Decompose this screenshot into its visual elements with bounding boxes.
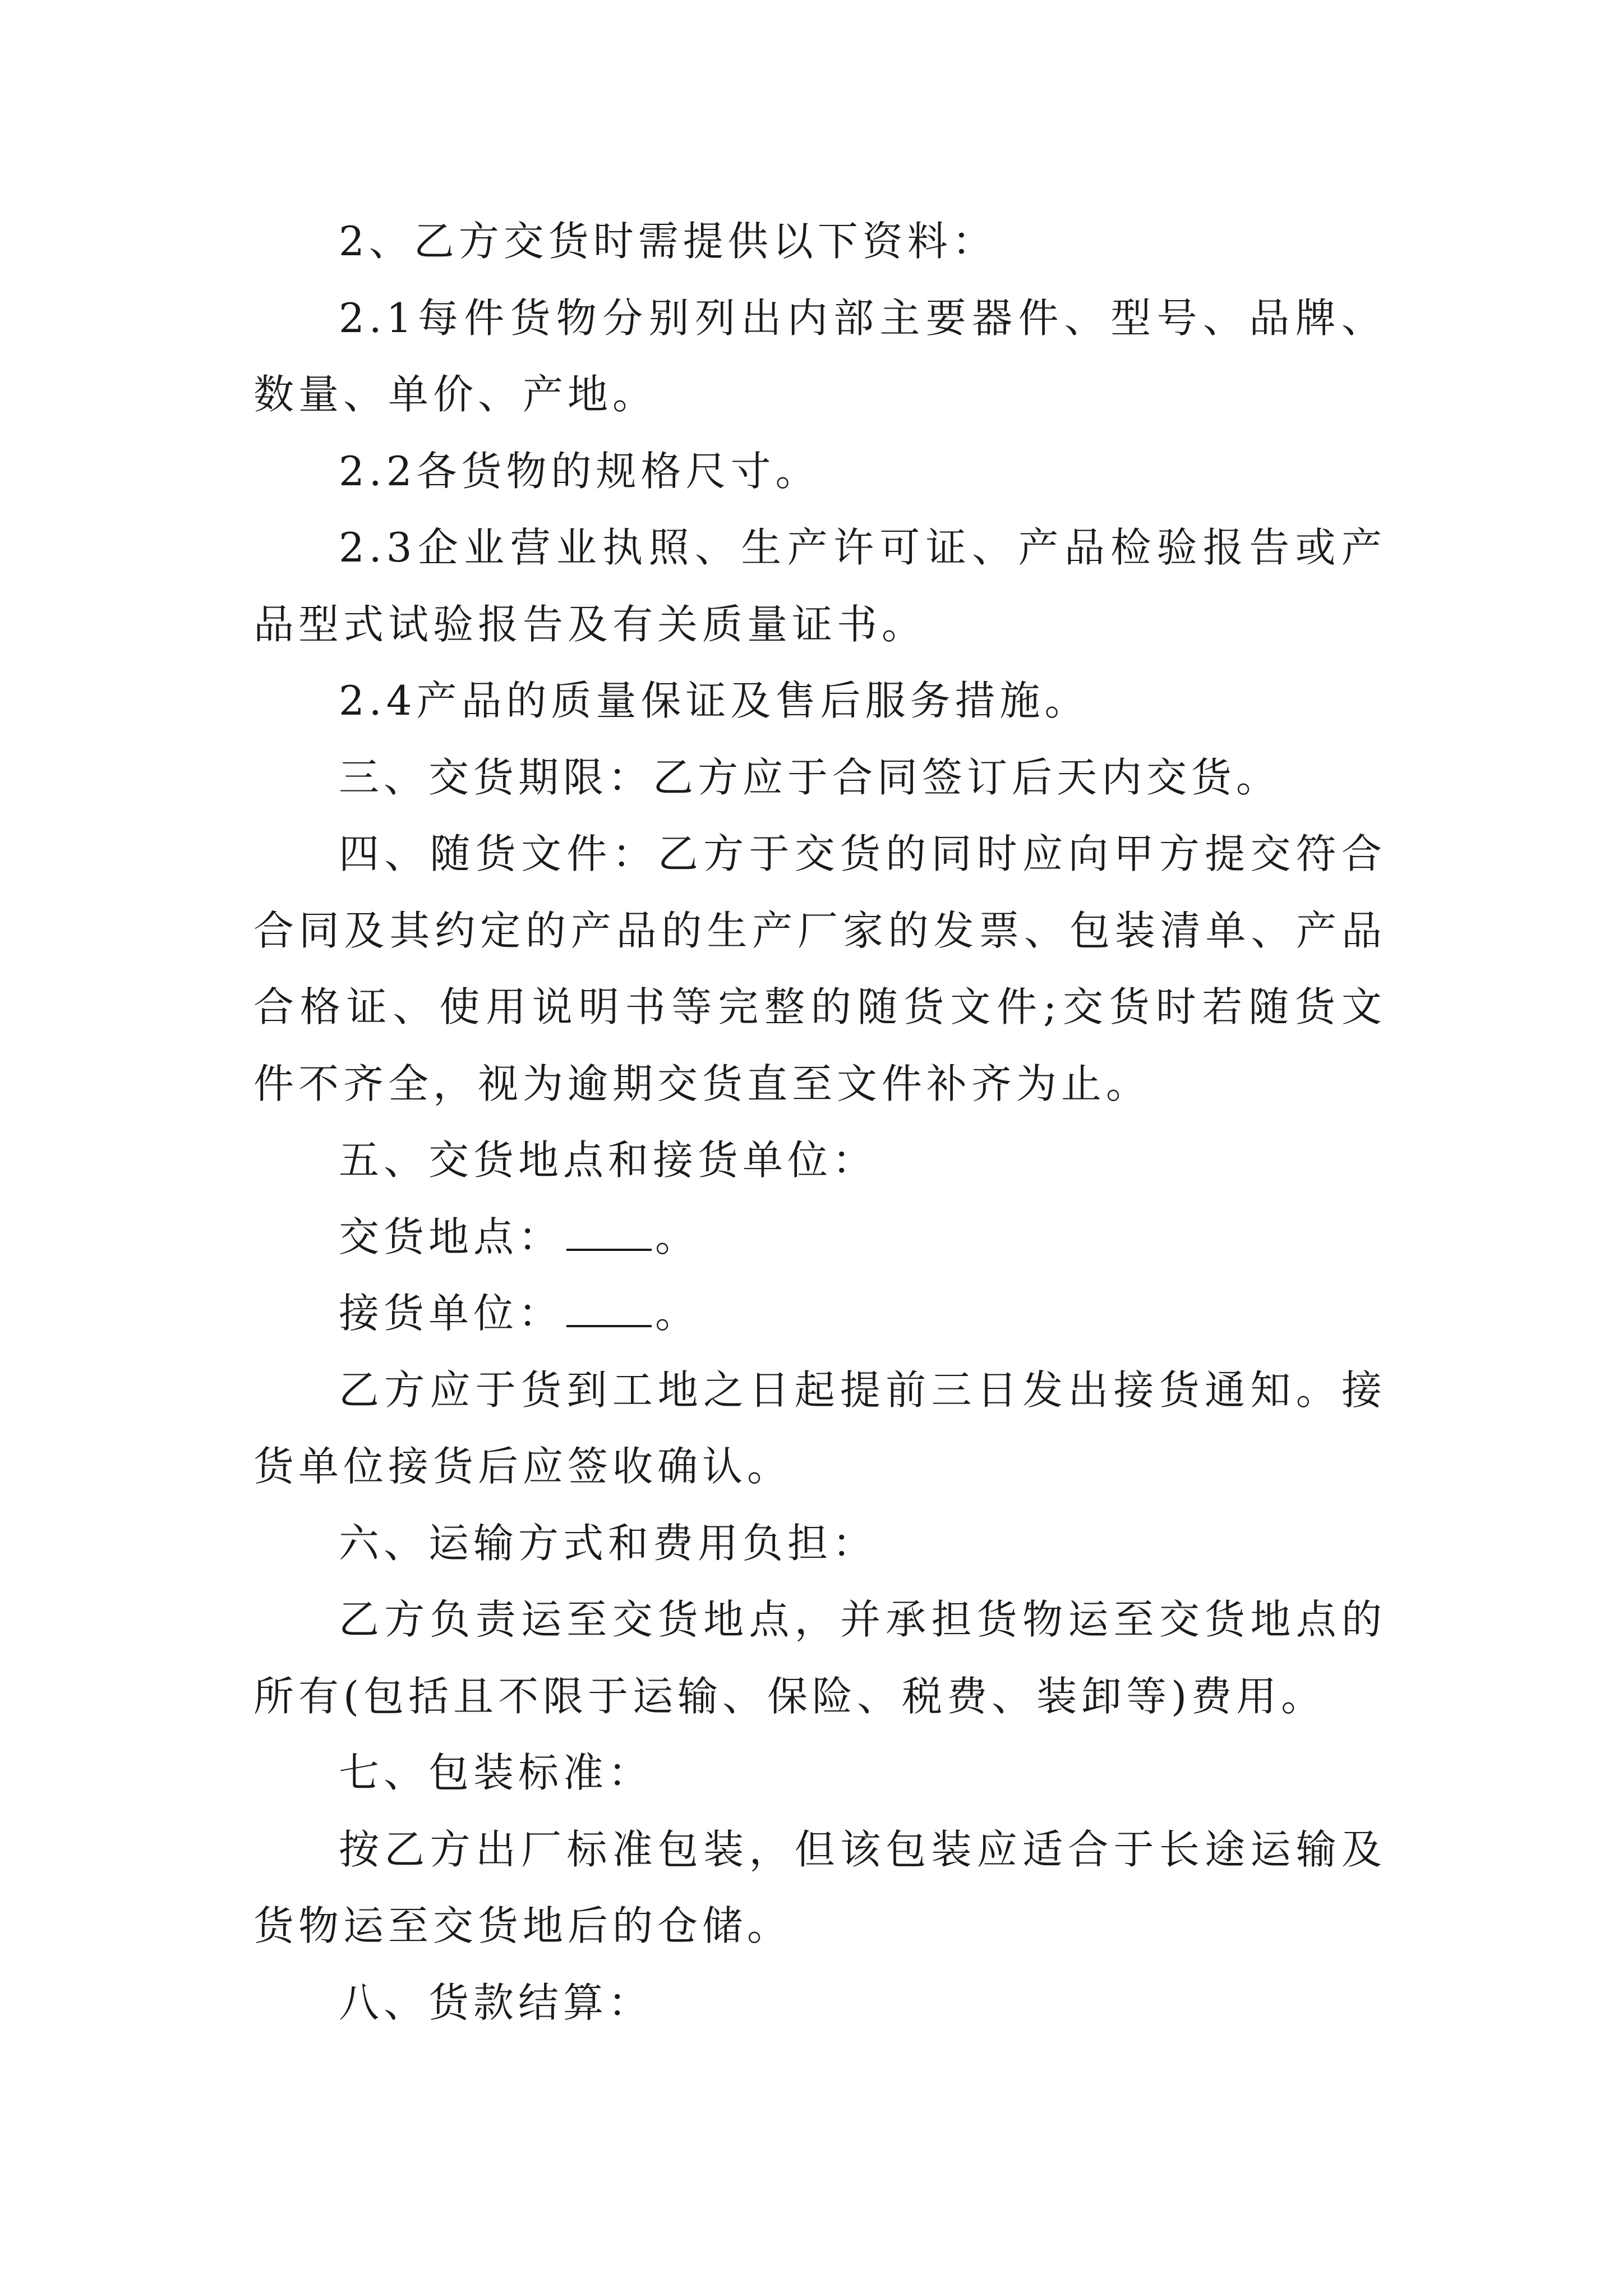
paragraph-receiving-unit <box>253 1275 1386 1352</box>
receiving-unit-blank <box>566 1291 652 1327</box>
paragraph-delivery-period: 三、交货期限：乙方应于合同签订后天内交货。 <box>339 753 1281 801</box>
delivery-location-end: 。 <box>655 1213 700 1260</box>
contract-body <box>253 203 1386 2041</box>
paragraph-delivery-location-heading: 五、交货地点和接货单位： <box>339 1137 878 1184</box>
paragraph-2-4: 2.4产品的质量保证及售后服务措施。 <box>339 677 1090 724</box>
receiving-unit-label: 接货单位： <box>339 1290 564 1337</box>
delivery-location-blank <box>566 1215 652 1251</box>
receiving-unit-end: 。 <box>655 1290 700 1337</box>
paragraph-payment-heading: 八、货款结算： <box>339 1978 653 2026</box>
delivery-location-label: 交货地点： <box>339 1213 564 1260</box>
paragraph-packaging-heading: 七、包装标准： <box>339 1749 653 1796</box>
paragraph-receiving-notice: 乙方应于货到工地之日起提前三日发出接货通知。接货单位接货后应签收确认。 <box>253 1366 1386 1490</box>
paragraph-transport-heading: 六、运输方式和费用负担： <box>339 1519 878 1567</box>
paragraph-2-2: 2.2各货物的规格尺寸。 <box>339 447 820 495</box>
paragraph-2-1: 2.1每件货物分别列出内部主要器件、型号、品牌、数量、单价、产地。 <box>253 294 1386 418</box>
paragraph-delivery-location <box>253 1199 1386 1276</box>
paragraph-delivery-materials: 2、乙方交货时需提供以下资料： <box>339 218 997 265</box>
paragraph-transport-costs: 乙方负责运至交货地点，并承担货物运至交货地点的所有(包括且不限于运输、保险、税费、装卸等)费用。 <box>253 1596 1386 1720</box>
paragraph-2-3: 2.3企业营业执照、生产许可证、产品检验报告或产品型式试验报告及有关质量证书。 <box>253 524 1386 648</box>
paragraph-accompanying-documents: 四、随货文件：乙方于交货的同时应向甲方提交符合合同及其约定的产品的生产厂家的发票、包装清单、产品合格证、使用说明书等完整的随货文件;交货时若随货文件不齐全，视为逾期交货直至文件补齐为止。 <box>253 830 1386 1107</box>
paragraph-packaging-standard: 按乙方出厂标准包装，但该包装应适合于长途运输及货物运至交货地后的仓储。 <box>253 1825 1386 1949</box>
